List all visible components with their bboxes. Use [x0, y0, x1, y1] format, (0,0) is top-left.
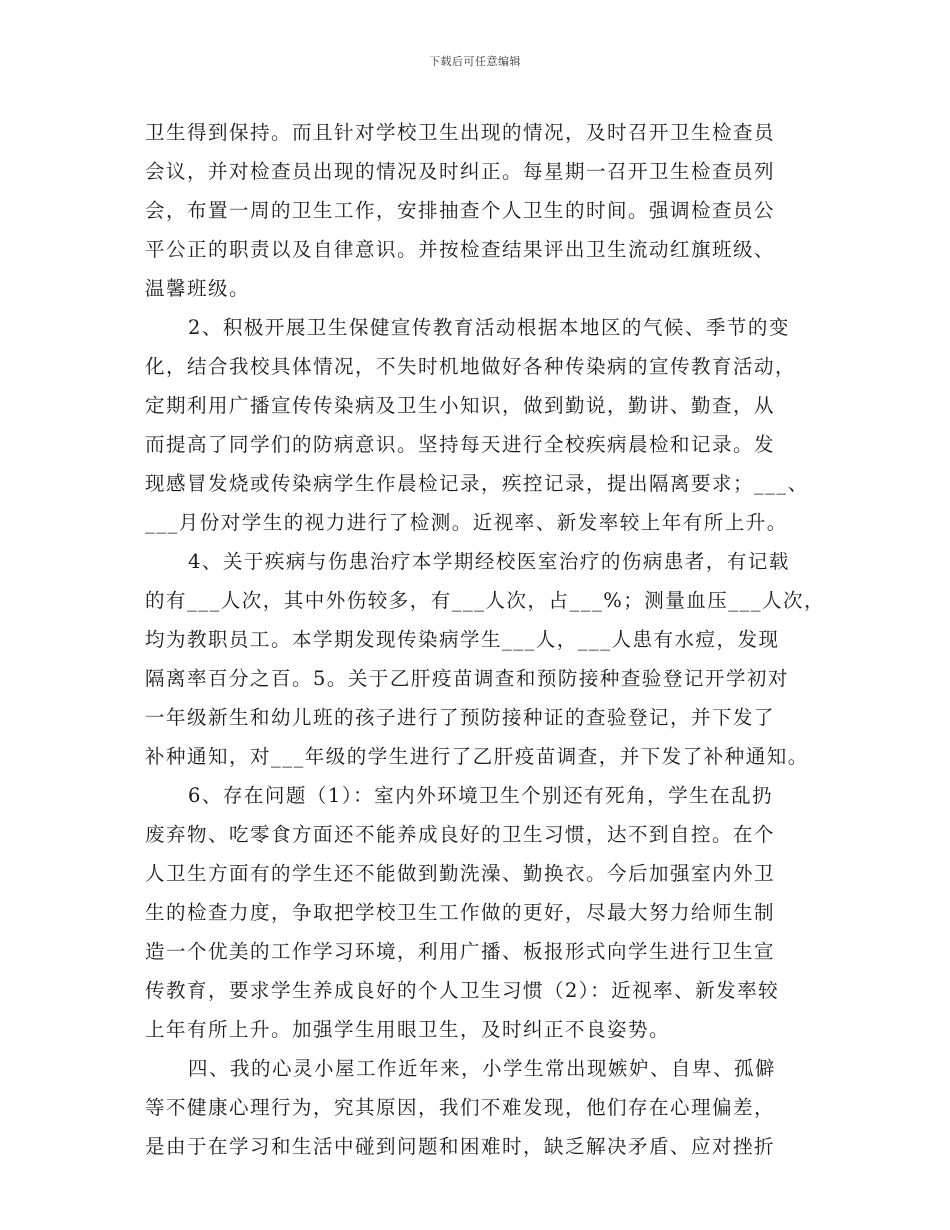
- paragraph-start-line: 4、关于疾病与伤患治疗本学期经校医室治疗的伤病患者，有记载: [188, 550, 790, 573]
- text-line: 而提高了同学们的防病意识。坚持每天进行全校疾病晨检和记录。发: [145, 433, 776, 456]
- paragraph-start-line: 2、积极开展卫生保健宣传教育活动根据本地区的气候、季节的变: [188, 316, 790, 339]
- text-line: 现感冒发烧或传染病学生作晨检记录，疾控记录，提出隔离要求；___、: [145, 472, 809, 495]
- header-note: 下载后可任意编辑: [429, 55, 521, 68]
- text-line: 等不健康心理行为，究其原因，我们不难发现，他们存在心理偏差，: [145, 1096, 776, 1119]
- text-line: 废弃物、吃零食方面还不能养成良好的卫生习惯，达不到自控。在个: [145, 823, 776, 846]
- text-line: 造一个优美的工作学习环境，利用广播、板报形式向学生进行卫生宣: [145, 940, 776, 963]
- text-line: 上年有所上升。加强学生用眼卫生，及时纠正不良姿势。: [145, 1018, 671, 1041]
- text-line: 卫生得到保持。而且针对学校卫生出现的情况，及时召开卫生检查员: [145, 121, 776, 144]
- text-line: 隔离率百分之百。5。关于乙肝疫苗调查和预防接种查验登记开学初对: [145, 667, 789, 690]
- text-line: 温馨班级。: [145, 277, 251, 300]
- text-line: ___月份对学生的视力进行了检测。近视率、新发率较上年有所上升。: [145, 511, 788, 534]
- text-line: 是由于在学习和生活中碰到问题和困难时，缺乏解决矛盾、应对挫折: [145, 1135, 776, 1158]
- text-line: 生的检查力度，争取把学校卫生工作做的更好，尽最大努力给师生制: [145, 901, 776, 924]
- paragraph-start-line: 6、存在问题（1）：室内外环境卫生个别还有死角，学生在乱扔: [188, 784, 774, 807]
- text-line: 补种通知，对___年级的学生进行了乙肝疫苗调查，并下发了补种通知。: [145, 745, 809, 768]
- text-line: 化，结合我校具体情况，不失时机地做好各种传染病的宣传教育活动，: [145, 355, 797, 378]
- text-line: 平公正的职责以及自律意识。并按检查结果评出卫生流动红旗班级、: [145, 238, 776, 261]
- text-line: 的有___人次，其中外伤较多，有___人次，占___%；测量血压___人次，: [145, 589, 826, 612]
- text-line: 定期利用广播宣传传染病及卫生小知识，做到勤说，勤讲、勤查，从: [145, 394, 776, 417]
- text-line: 均为教职员工。本学期发现传染病学生___人，___人患有水痘，发现: [145, 628, 780, 651]
- text-line: 一年级新生和幼儿班的孩子进行了预防接种证的查验登记，并下发了: [145, 706, 776, 729]
- text-line: 会议，并对检查员出现的情况及时纠正。每星期一召开卫生检查员列: [145, 160, 776, 183]
- text-line: 人卫生方面有的学生还不能做到勤洗澡、勤换衣。今后加强室内外卫: [145, 862, 776, 885]
- text-line: 传教育，要求学生养成良好的个人卫生习惯（2）：近视率、新发率较: [145, 979, 780, 1002]
- text-line: 会，布置一周的卫生工作，安排抽查个人卫生的时间。强调检查员公: [145, 199, 776, 222]
- document-body: [145, 113, 826, 1166]
- paragraph-start-line: 四、我的心灵小屋工作近年来，小学生常出现嫉妒、自卑、孤僻: [188, 1057, 777, 1080]
